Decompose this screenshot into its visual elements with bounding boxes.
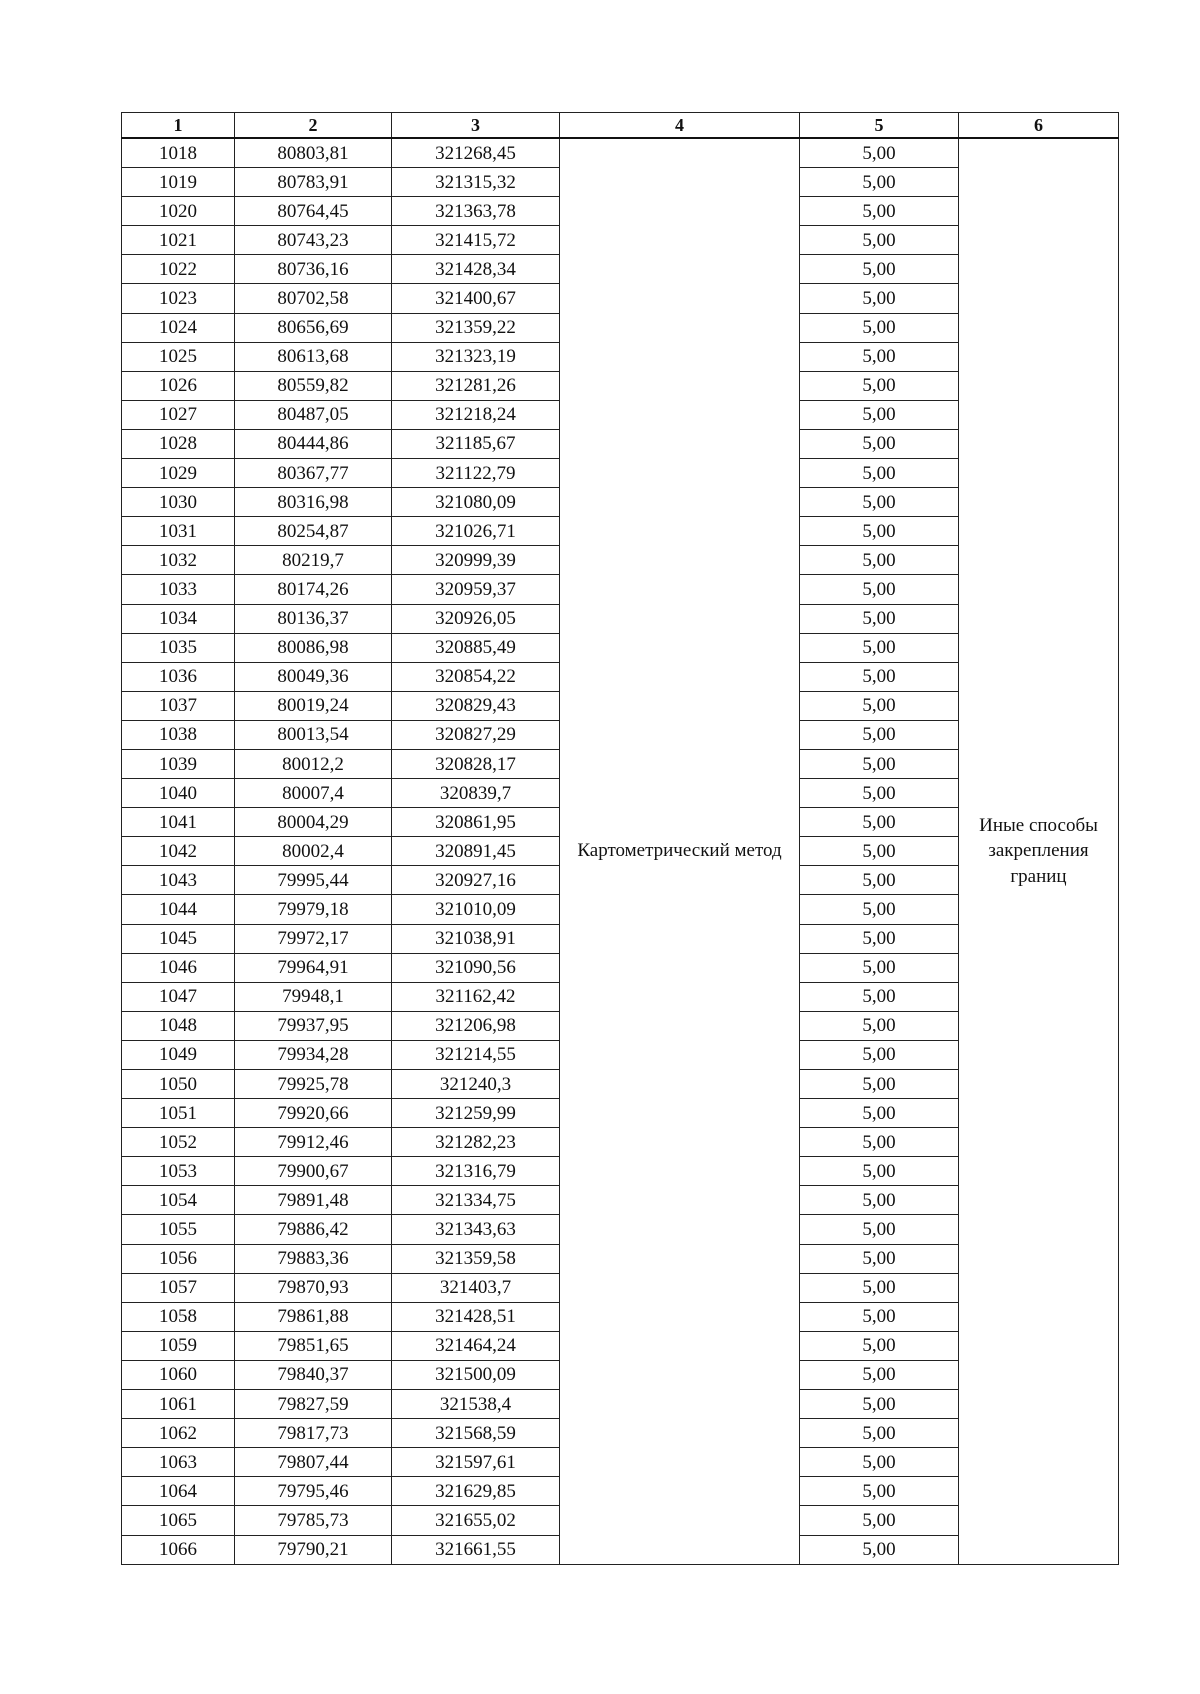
cell-y-coordinate: 320885,49 xyxy=(392,633,560,662)
cell-y-coordinate: 321629,85 xyxy=(392,1477,560,1506)
table-body xyxy=(122,138,1119,1564)
cell-y-coordinate: 321162,42 xyxy=(392,982,560,1011)
cell-x-coordinate: 80004,29 xyxy=(235,808,392,837)
cell-accuracy: 5,00 xyxy=(800,1419,959,1448)
cell-x-coordinate: 80702,58 xyxy=(235,284,392,313)
cell-accuracy: 5,00 xyxy=(800,1477,959,1506)
cell-y-coordinate: 321538,4 xyxy=(392,1390,560,1419)
cell-accuracy: 5,00 xyxy=(800,895,959,924)
cell-y-coordinate: 321315,32 xyxy=(392,168,560,197)
cell-y-coordinate: 320927,16 xyxy=(392,866,560,895)
cell-y-coordinate: 321334,75 xyxy=(392,1186,560,1215)
cell-point-number: 1022 xyxy=(122,255,235,284)
cell-accuracy: 5,00 xyxy=(800,1011,959,1040)
cell-accuracy: 5,00 xyxy=(800,168,959,197)
cell-y-coordinate: 320854,22 xyxy=(392,662,560,691)
cell-y-coordinate: 321259,99 xyxy=(392,1099,560,1128)
cell-x-coordinate: 80002,4 xyxy=(235,837,392,866)
cell-point-number: 1023 xyxy=(122,284,235,313)
cell-point-number: 1031 xyxy=(122,517,235,546)
cell-y-coordinate: 321415,72 xyxy=(392,226,560,255)
cell-y-coordinate: 321316,79 xyxy=(392,1157,560,1186)
cell-accuracy: 5,00 xyxy=(800,138,959,168)
cell-y-coordinate: 321464,24 xyxy=(392,1331,560,1360)
cell-point-number: 1047 xyxy=(122,982,235,1011)
cell-accuracy: 5,00 xyxy=(800,226,959,255)
cell-y-coordinate: 320926,05 xyxy=(392,604,560,633)
cell-point-number: 1045 xyxy=(122,924,235,953)
cell-x-coordinate: 79972,17 xyxy=(235,924,392,953)
cell-accuracy: 5,00 xyxy=(800,517,959,546)
cell-point-number: 1021 xyxy=(122,226,235,255)
cell-accuracy: 5,00 xyxy=(800,953,959,982)
cell-x-coordinate: 79964,91 xyxy=(235,953,392,982)
cell-point-number: 1052 xyxy=(122,1128,235,1157)
cell-x-coordinate: 80316,98 xyxy=(235,488,392,517)
cell-x-coordinate: 79870,93 xyxy=(235,1273,392,1302)
cell-accuracy: 5,00 xyxy=(800,1244,959,1273)
cell-y-coordinate: 321428,34 xyxy=(392,255,560,284)
cell-accuracy: 5,00 xyxy=(800,633,959,662)
cell-accuracy: 5,00 xyxy=(800,459,959,488)
cell-point-number: 1059 xyxy=(122,1331,235,1360)
cell-x-coordinate: 79883,36 xyxy=(235,1244,392,1273)
cell-point-number: 1050 xyxy=(122,1070,235,1099)
cell-point-number: 1046 xyxy=(122,953,235,982)
cell-point-number: 1037 xyxy=(122,691,235,720)
cell-point-number: 1056 xyxy=(122,1244,235,1273)
cell-y-coordinate: 320839,7 xyxy=(392,779,560,808)
cell-point-number: 1042 xyxy=(122,837,235,866)
cell-accuracy: 5,00 xyxy=(800,924,959,953)
cell-accuracy: 5,00 xyxy=(800,691,959,720)
cell-point-number: 1036 xyxy=(122,662,235,691)
cell-accuracy: 5,00 xyxy=(800,982,959,1011)
cell-accuracy: 5,00 xyxy=(800,1302,959,1331)
column-header-point: 1 xyxy=(122,113,235,139)
column-header-accuracy: 5 xyxy=(800,113,959,139)
cell-y-coordinate: 321400,67 xyxy=(392,284,560,313)
cell-y-coordinate: 321214,55 xyxy=(392,1040,560,1069)
cell-accuracy: 5,00 xyxy=(800,197,959,226)
cell-y-coordinate: 321038,91 xyxy=(392,924,560,953)
cell-point-number: 1058 xyxy=(122,1302,235,1331)
cell-x-coordinate: 80367,77 xyxy=(235,459,392,488)
cell-x-coordinate: 80013,54 xyxy=(235,720,392,749)
cell-accuracy: 5,00 xyxy=(800,779,959,808)
cell-x-coordinate: 79785,73 xyxy=(235,1506,392,1535)
cell-y-coordinate: 321281,26 xyxy=(392,371,560,400)
cell-point-number: 1054 xyxy=(122,1186,235,1215)
cell-point-number: 1063 xyxy=(122,1448,235,1477)
cell-y-coordinate: 321359,22 xyxy=(392,313,560,342)
cell-accuracy: 5,00 xyxy=(800,371,959,400)
cell-x-coordinate: 79807,44 xyxy=(235,1448,392,1477)
cell-x-coordinate: 79979,18 xyxy=(235,895,392,924)
cell-accuracy: 5,00 xyxy=(800,1273,959,1302)
cell-x-coordinate: 80219,7 xyxy=(235,546,392,575)
cell-y-coordinate: 321403,7 xyxy=(392,1273,560,1302)
cell-x-coordinate: 80656,69 xyxy=(235,313,392,342)
cell-y-coordinate: 321026,71 xyxy=(392,517,560,546)
cell-x-coordinate: 80136,37 xyxy=(235,604,392,633)
cell-point-number: 1039 xyxy=(122,749,235,778)
cell-x-coordinate: 79995,44 xyxy=(235,866,392,895)
cell-x-coordinate: 79790,21 xyxy=(235,1535,392,1564)
cell-y-coordinate: 321323,19 xyxy=(392,342,560,371)
cell-x-coordinate: 80086,98 xyxy=(235,633,392,662)
cell-y-coordinate: 321343,63 xyxy=(392,1215,560,1244)
cell-accuracy: 5,00 xyxy=(800,720,959,749)
cell-x-coordinate: 80736,16 xyxy=(235,255,392,284)
cell-accuracy: 5,00 xyxy=(800,1535,959,1564)
column-header-y: 3 xyxy=(392,113,560,139)
cell-x-coordinate: 79886,42 xyxy=(235,1215,392,1244)
cell-point-number: 1020 xyxy=(122,197,235,226)
cell-y-coordinate: 321428,51 xyxy=(392,1302,560,1331)
cell-x-coordinate: 79891,48 xyxy=(235,1186,392,1215)
cell-x-coordinate: 80254,87 xyxy=(235,517,392,546)
cell-x-coordinate: 80487,05 xyxy=(235,400,392,429)
cell-point-number: 1065 xyxy=(122,1506,235,1535)
cell-point-number: 1061 xyxy=(122,1390,235,1419)
cell-x-coordinate: 80783,91 xyxy=(235,168,392,197)
cell-x-coordinate: 80444,86 xyxy=(235,429,392,458)
cell-y-coordinate: 320891,45 xyxy=(392,837,560,866)
cell-accuracy: 5,00 xyxy=(800,1186,959,1215)
cell-x-coordinate: 80012,2 xyxy=(235,749,392,778)
cell-point-number: 1032 xyxy=(122,546,235,575)
cell-x-coordinate: 79817,73 xyxy=(235,1419,392,1448)
cell-accuracy: 5,00 xyxy=(800,429,959,458)
cell-x-coordinate: 80764,45 xyxy=(235,197,392,226)
cell-accuracy: 5,00 xyxy=(800,604,959,633)
cell-point-number: 1018 xyxy=(122,138,235,168)
cell-accuracy: 5,00 xyxy=(800,284,959,313)
cell-y-coordinate: 321122,79 xyxy=(392,459,560,488)
cell-accuracy: 5,00 xyxy=(800,1390,959,1419)
cell-x-coordinate: 79934,28 xyxy=(235,1040,392,1069)
cell-x-coordinate: 80559,82 xyxy=(235,371,392,400)
cell-accuracy: 5,00 xyxy=(800,488,959,517)
cell-y-coordinate: 321597,61 xyxy=(392,1448,560,1477)
cell-accuracy: 5,00 xyxy=(800,1506,959,1535)
cell-y-coordinate: 321500,09 xyxy=(392,1360,560,1389)
cell-point-number: 1060 xyxy=(122,1360,235,1389)
cell-y-coordinate: 320999,39 xyxy=(392,546,560,575)
cell-y-coordinate: 320861,95 xyxy=(392,808,560,837)
cell-point-number: 1038 xyxy=(122,720,235,749)
cell-accuracy: 5,00 xyxy=(800,342,959,371)
cell-y-coordinate: 321268,45 xyxy=(392,138,560,168)
cell-point-number: 1049 xyxy=(122,1040,235,1069)
cell-point-number: 1043 xyxy=(122,866,235,895)
cell-x-coordinate: 80049,36 xyxy=(235,662,392,691)
cell-point-number: 1051 xyxy=(122,1099,235,1128)
cell-point-number: 1033 xyxy=(122,575,235,604)
cell-point-number: 1030 xyxy=(122,488,235,517)
cell-accuracy: 5,00 xyxy=(800,749,959,778)
cell-y-coordinate: 321568,59 xyxy=(392,1419,560,1448)
cell-y-coordinate: 321185,67 xyxy=(392,429,560,458)
cell-y-coordinate: 321206,98 xyxy=(392,1011,560,1040)
coordinates-table xyxy=(121,112,1119,1565)
cell-y-coordinate: 321010,09 xyxy=(392,895,560,924)
cell-y-coordinate: 321655,02 xyxy=(392,1506,560,1535)
cell-y-coordinate: 321359,58 xyxy=(392,1244,560,1273)
cell-y-coordinate: 321282,23 xyxy=(392,1128,560,1157)
cell-point-number: 1057 xyxy=(122,1273,235,1302)
cell-x-coordinate: 80019,24 xyxy=(235,691,392,720)
cell-point-number: 1064 xyxy=(122,1477,235,1506)
cell-point-number: 1025 xyxy=(122,342,235,371)
cell-point-number: 1066 xyxy=(122,1535,235,1564)
cell-point-number: 1062 xyxy=(122,1419,235,1448)
cell-accuracy: 5,00 xyxy=(800,400,959,429)
cell-point-number: 1026 xyxy=(122,371,235,400)
table-row xyxy=(122,138,1119,168)
cell-y-coordinate: 321090,56 xyxy=(392,953,560,982)
cell-point-number: 1048 xyxy=(122,1011,235,1040)
cell-x-coordinate: 80743,23 xyxy=(235,226,392,255)
cell-point-number: 1028 xyxy=(122,429,235,458)
cell-y-coordinate: 320828,17 xyxy=(392,749,560,778)
cell-accuracy: 5,00 xyxy=(800,837,959,866)
cell-y-coordinate: 321363,78 xyxy=(392,197,560,226)
method-cell: Картометрический метод xyxy=(560,138,800,1564)
cell-point-number: 1040 xyxy=(122,779,235,808)
fixing-method-cell: Иные способы закрепления границ xyxy=(959,138,1119,1564)
cell-accuracy: 5,00 xyxy=(800,313,959,342)
cell-point-number: 1041 xyxy=(122,808,235,837)
column-header-fixing: 6 xyxy=(959,113,1119,139)
cell-accuracy: 5,00 xyxy=(800,1040,959,1069)
cell-point-number: 1029 xyxy=(122,459,235,488)
cell-point-number: 1053 xyxy=(122,1157,235,1186)
cell-accuracy: 5,00 xyxy=(800,255,959,284)
cell-accuracy: 5,00 xyxy=(800,1099,959,1128)
cell-x-coordinate: 80007,4 xyxy=(235,779,392,808)
cell-y-coordinate: 321240,3 xyxy=(392,1070,560,1099)
cell-y-coordinate: 320829,43 xyxy=(392,691,560,720)
cell-x-coordinate: 79912,46 xyxy=(235,1128,392,1157)
cell-x-coordinate: 80174,26 xyxy=(235,575,392,604)
cell-y-coordinate: 320827,29 xyxy=(392,720,560,749)
cell-accuracy: 5,00 xyxy=(800,808,959,837)
cell-x-coordinate: 79840,37 xyxy=(235,1360,392,1389)
cell-point-number: 1024 xyxy=(122,313,235,342)
cell-x-coordinate: 80613,68 xyxy=(235,342,392,371)
cell-accuracy: 5,00 xyxy=(800,1128,959,1157)
cell-x-coordinate: 79948,1 xyxy=(235,982,392,1011)
cell-x-coordinate: 79795,46 xyxy=(235,1477,392,1506)
cell-x-coordinate: 79827,59 xyxy=(235,1390,392,1419)
cell-accuracy: 5,00 xyxy=(800,575,959,604)
cell-accuracy: 5,00 xyxy=(800,1157,959,1186)
cell-x-coordinate: 79851,65 xyxy=(235,1331,392,1360)
cell-accuracy: 5,00 xyxy=(800,866,959,895)
cell-point-number: 1019 xyxy=(122,168,235,197)
cell-accuracy: 5,00 xyxy=(800,1215,959,1244)
cell-accuracy: 5,00 xyxy=(800,662,959,691)
column-header-method: 4 xyxy=(560,113,800,139)
cell-x-coordinate: 79920,66 xyxy=(235,1099,392,1128)
cell-x-coordinate: 79937,95 xyxy=(235,1011,392,1040)
cell-accuracy: 5,00 xyxy=(800,546,959,575)
cell-y-coordinate: 321661,55 xyxy=(392,1535,560,1564)
cell-point-number: 1034 xyxy=(122,604,235,633)
cell-point-number: 1044 xyxy=(122,895,235,924)
header-row xyxy=(122,113,1119,139)
cell-point-number: 1035 xyxy=(122,633,235,662)
column-header-x: 2 xyxy=(235,113,392,139)
cell-accuracy: 5,00 xyxy=(800,1448,959,1477)
cell-y-coordinate: 320959,37 xyxy=(392,575,560,604)
cell-point-number: 1055 xyxy=(122,1215,235,1244)
cell-x-coordinate: 79925,78 xyxy=(235,1070,392,1099)
cell-accuracy: 5,00 xyxy=(800,1360,959,1389)
cell-point-number: 1027 xyxy=(122,400,235,429)
cell-y-coordinate: 321218,24 xyxy=(392,400,560,429)
cell-x-coordinate: 79900,67 xyxy=(235,1157,392,1186)
cell-y-coordinate: 321080,09 xyxy=(392,488,560,517)
cell-x-coordinate: 80803,81 xyxy=(235,138,392,168)
cell-accuracy: 5,00 xyxy=(800,1331,959,1360)
cell-accuracy: 5,00 xyxy=(800,1070,959,1099)
cell-x-coordinate: 79861,88 xyxy=(235,1302,392,1331)
